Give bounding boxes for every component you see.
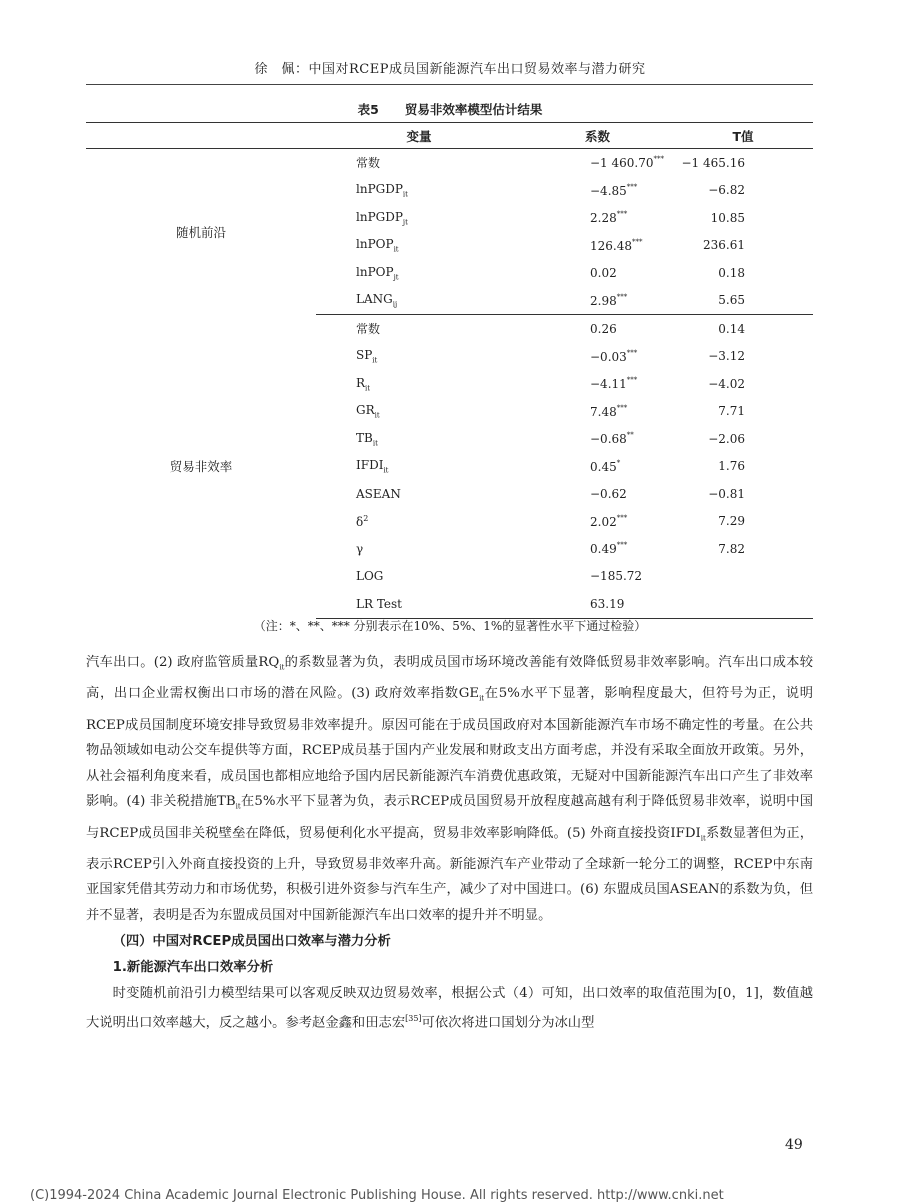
variable-subscript: ij [392,300,398,309]
variable-cell [316,370,522,398]
coefficient-cell [522,508,673,536]
p1-sub4: it [700,834,706,843]
variable-subscript: jt [393,272,399,281]
coefficient-cell [522,315,673,343]
significance-stars: *** [653,155,664,164]
significance-stars: *** [616,403,628,412]
variable-name: 常数 [356,322,381,337]
variable-name: δ [356,514,364,529]
coefficient-value: 0.45 [590,459,617,474]
t-value-cell: 1.76 [718,459,745,474]
variable-cell [316,453,522,481]
t-value-cell: −1 465.16 [681,155,745,170]
variable-name: 常数 [356,156,381,171]
variable-cell [316,177,522,205]
coefficient-value: −0.03 [590,349,627,364]
p1-d: 在5%水平下显著为负，表示RCEP成员国贸易开放程度越高越有利于降低贸易非效率，说明中国与RCEP成员国非关税壁垒在降低，贸易便利化水平提高，贸易非效率影响降低。(5) 外商直接投资IFDI [86,794,814,841]
p1-b: 的系数显著为负，表明成员国市场环境改善能有效降低贸易非效率影响。汽车出口成本较高，出口企业需权衡出口市场的潜在风险。(3) 政府效率指数GE [86,655,813,702]
variable-cell [316,398,522,426]
coefficient-value: −0.62 [590,486,627,501]
table-number: 表5 [357,102,379,117]
t-value-cell: −6.82 [708,183,745,198]
t-value-cell: 10.85 [710,210,745,225]
variable-name: lnPOP [356,264,394,279]
table-caption: 贸易非效率模型估计结果 [404,102,543,117]
variable-cell [316,425,522,453]
significance-stars: *** [626,376,638,385]
variable-subscript: it [393,245,399,254]
variable-name: LANG [356,292,393,307]
subsection-heading: 1.新能源汽车出口效率分析 [112,959,274,975]
significance-stars: *** [616,292,628,301]
group-label: 贸易非效率 [169,459,233,475]
variable-name: R [356,375,366,390]
p1-c: 在5%水平下显著，影响程度最大，但符号为正，说明RCEP成员国制度环境安排导致贸易非效率提升。原因可能在于成员国政府对本国新能源汽车市场不确定性的考量。在公共物品领域如电动公交车提供等方面，RCEP成员基于国内产业发展和财政支出方面考虑，并没有采取全面放开政策。另外，从社会福利角度来看，成员国也都相应地给予国内居民新能源汽车消费优惠政策，无疑对中国新能源汽车出口产生了非效率影响。(4) 非关税措施TB [86,686,813,810]
coefficient-cell [522,425,673,453]
variable-subscript: it [372,356,378,365]
variable-subscript: jt [402,217,408,226]
t-value-cell: 7.29 [718,514,745,529]
significance-stars: *** [626,348,638,357]
paragraph-1 [86,650,813,929]
significance-stars: *** [616,541,628,550]
coefficient-cell [522,535,673,563]
variable-cell [316,343,522,371]
t-value-cell: 236.61 [703,238,745,253]
variable-superscript: 2 [363,513,369,523]
t-value-cell: −4.02 [708,376,745,391]
p2-a: 时变随机前沿引力模型结果可以客观反映双边贸易效率，根据公式（4）可知，出口效率的取值范围为[0，1]，数值越大说明出口效率越大，反之越小。参考赵金鑫和田志宏 [86,985,813,1031]
significance-stars: ** [626,431,634,440]
significance-stars: *** [616,513,628,522]
variable-cell [316,232,522,260]
p1-sub1: it [279,663,285,672]
coefficient-value: 126.48 [590,238,632,253]
t-value-cell: 0.14 [718,321,745,336]
coefficient-cell [522,232,673,260]
coefficient-value: −4.85 [590,183,627,198]
paragraph-2 [86,981,813,1037]
page-number: 49 [785,1137,803,1153]
estimation-table [86,122,813,619]
variable-name: LOG [356,569,384,584]
variable-name: IFDI [356,458,384,473]
coefficient-cell [522,287,673,315]
variable-name: SP [356,348,373,363]
coefficient-value: 0.49 [590,542,617,557]
t-value-cell: 7.71 [718,404,745,419]
variable-name: γ [356,541,364,556]
variable-name: GR [356,403,375,418]
t-value-cell: −0.81 [708,486,745,501]
coefficient-cell [522,590,673,618]
coefficient-cell [522,563,673,591]
variable-name: lnPOP [356,237,394,252]
header-coefficient: 系数 [522,123,673,149]
variable-subscript: it [365,383,371,392]
p1-sub3: it [235,802,241,811]
coefficient-value: 0.26 [590,321,617,336]
coefficient-cell [522,177,673,205]
variable-cell [316,508,522,536]
coefficient-value: −1 460.70 [590,156,654,171]
coefficient-value: 7.48 [590,404,617,419]
table-note: （注：*、**、*** 分别表示在10%、5%、1%的显著性水平下通过检验） [253,619,647,633]
p1-e: 系数显著但为正，表示RCEP引入外商直接投资的上升，导致贸易非效率升高。新能源汽车产业带动了全球新一轮分工的调整，RCEP中东南亚国家凭借其劳动力和市场优势，积极引进外资参与汽车生产，减少了对中国进口。(6) 东盟成员国ASEAN的系数为负，但并不显著，表明是否为东盟成员国对中国新能源汽车出口效率的提升并不明显。 [86,825,813,923]
coefficient-cell [522,398,673,426]
significance-stars: *** [616,210,628,219]
variable-cell [316,287,522,315]
table-row [86,149,813,177]
coefficient-value: 2.02 [590,514,617,529]
table-title [0,100,900,118]
t-value-cell: 0.18 [718,265,745,280]
t-value-cell: 5.65 [673,287,813,315]
table-row [86,315,813,343]
citation-ref: [35] [405,1014,422,1024]
p1-a: 汽车出口。(2) 政府监管质量RQ [86,655,280,670]
variable-subscript: it [402,190,408,199]
coefficient-value: 63.19 [590,596,625,611]
coefficient-cell [522,453,673,481]
header-t-value: T值 [673,123,813,149]
coefficient-value: 2.98 [590,293,617,308]
coefficient-cell [522,370,673,398]
coefficient-cell [522,480,673,508]
section-heading: （四）中国对RCEP成员国出口效率与潜力分析 [112,933,391,949]
t-value-cell: −3.12 [708,349,745,364]
coefficient-value: −185.72 [590,569,643,584]
significance-stars: *** [632,237,643,246]
variable-cell [316,535,522,563]
table-header-row [86,123,813,149]
variable-name: LR Test [356,596,402,611]
p2-b: 可依次将进口国划分为冰山型 [421,1015,595,1031]
running-head: 徐 佩：中国对RCEP成员国新能源汽车出口贸易效率与潜力研究 [254,62,646,77]
coefficient-value: 2.28 [590,211,617,226]
coefficient-cell [522,149,673,177]
t-value-cell [673,563,813,591]
t-value-cell [673,590,813,618]
variable-cell [316,204,522,232]
table-body [86,149,813,619]
significance-stars: *** [626,182,638,191]
body-text [86,650,813,1036]
variable-name: lnPGDP [356,209,403,224]
variable-subscript: it [372,438,378,447]
significance-stars: * [616,458,621,467]
variable-cell [316,590,522,618]
coefficient-cell [522,343,673,371]
t-value-cell: 7.82 [718,541,745,556]
group-label: 随机前沿 [175,224,226,240]
variable-name: lnPGDP [356,182,403,197]
header-rule [86,84,813,85]
coefficient-value: −4.11 [590,377,627,392]
variable-subscript: it [374,411,380,420]
coefficient-value: 0.02 [590,265,617,280]
coefficient-value: −0.68 [590,432,627,447]
coefficient-cell [522,204,673,232]
t-value-cell: −2.06 [708,431,745,446]
variable-cell [316,315,522,343]
copyright-footer: (C)1994-2024 China Academic Journal Electronic Publishing House. All rights reserved. http://www.cnki.net [30,1188,724,1203]
variable-cell [316,480,522,508]
coefficient-cell [522,259,673,287]
variable-cell [316,259,522,287]
header-variable: 变量 [316,123,522,149]
variable-cell [316,149,522,177]
header-group-col [86,123,316,149]
variable-subscript: it [383,466,389,475]
variable-name: ASEAN [356,486,401,501]
variable-cell [316,563,522,591]
variable-name: TB [356,430,373,445]
p1-sub2: it [479,694,485,703]
